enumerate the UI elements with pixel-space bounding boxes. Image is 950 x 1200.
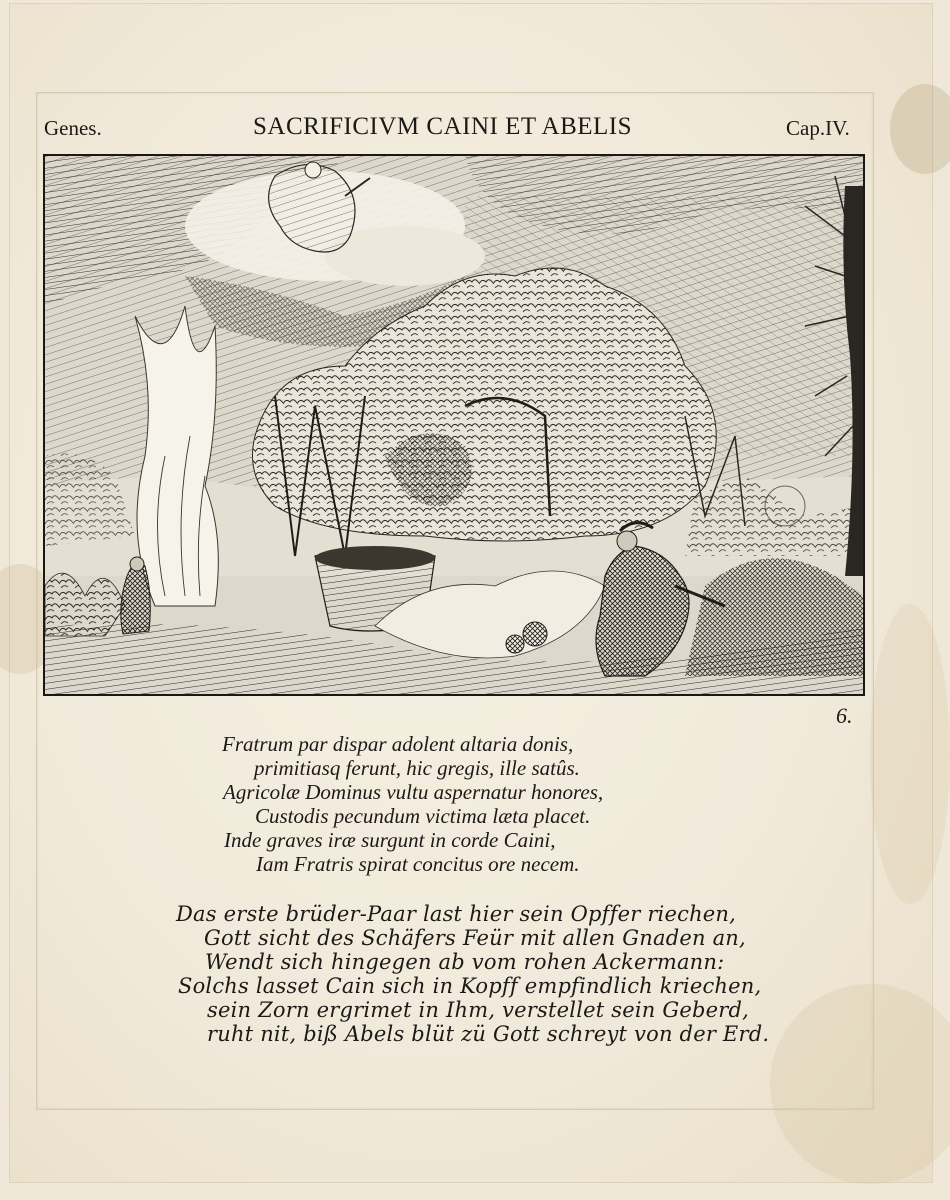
latin-verse-line: Fratrum par dispar adolent altaria donis,: [222, 732, 574, 756]
latin-verse-line: primitiasq ferunt, hic gregis, ille satûs.: [254, 756, 580, 780]
chapter-reference: Cap.IV.: [786, 116, 850, 140]
german-verse-line: Das erste brüder-Paar last hier sein Opffer riechen,: [176, 902, 737, 926]
page-title: SACRIFICIVM CAINI ET ABELIS: [253, 113, 633, 140]
book-reference: Genes.: [44, 116, 102, 140]
latin-verse-line: Inde graves iræ surgunt in corde Caini,: [224, 828, 556, 852]
german-verse-line: Gott sicht des Schäfers Feür mit allen Gnaden an,: [204, 926, 746, 950]
engraving-svg: [45, 156, 863, 694]
engraving-illustration: [43, 154, 865, 696]
german-verse-line: sein Zorn ergrimet in Ihm, verstellet sein Geberd,: [207, 998, 750, 1022]
german-verse-line: Wendt sich hingegen ab vom rohen Ackermann:: [205, 950, 725, 974]
german-verse-line: Solchs lasset Cain sich in Kopff empfindlich kriechen,: [178, 974, 762, 998]
paper-stain: [870, 604, 950, 904]
latin-verse-line: Agricolæ Dominus vultu aspernatur honores,: [223, 780, 604, 804]
latin-verse-line: Custodis pecundum victima læta placet.: [255, 804, 591, 828]
plate-number: 6.: [836, 703, 853, 728]
german-verse-line: ruht nit, biß Abels blüt zü Gott schreyt von der Erd.: [207, 1022, 770, 1046]
latin-verse-line: Iam Fratris spirat concitus ore necem.: [256, 852, 580, 876]
paper-stain: [890, 84, 950, 174]
abel-fire: [135, 306, 218, 606]
